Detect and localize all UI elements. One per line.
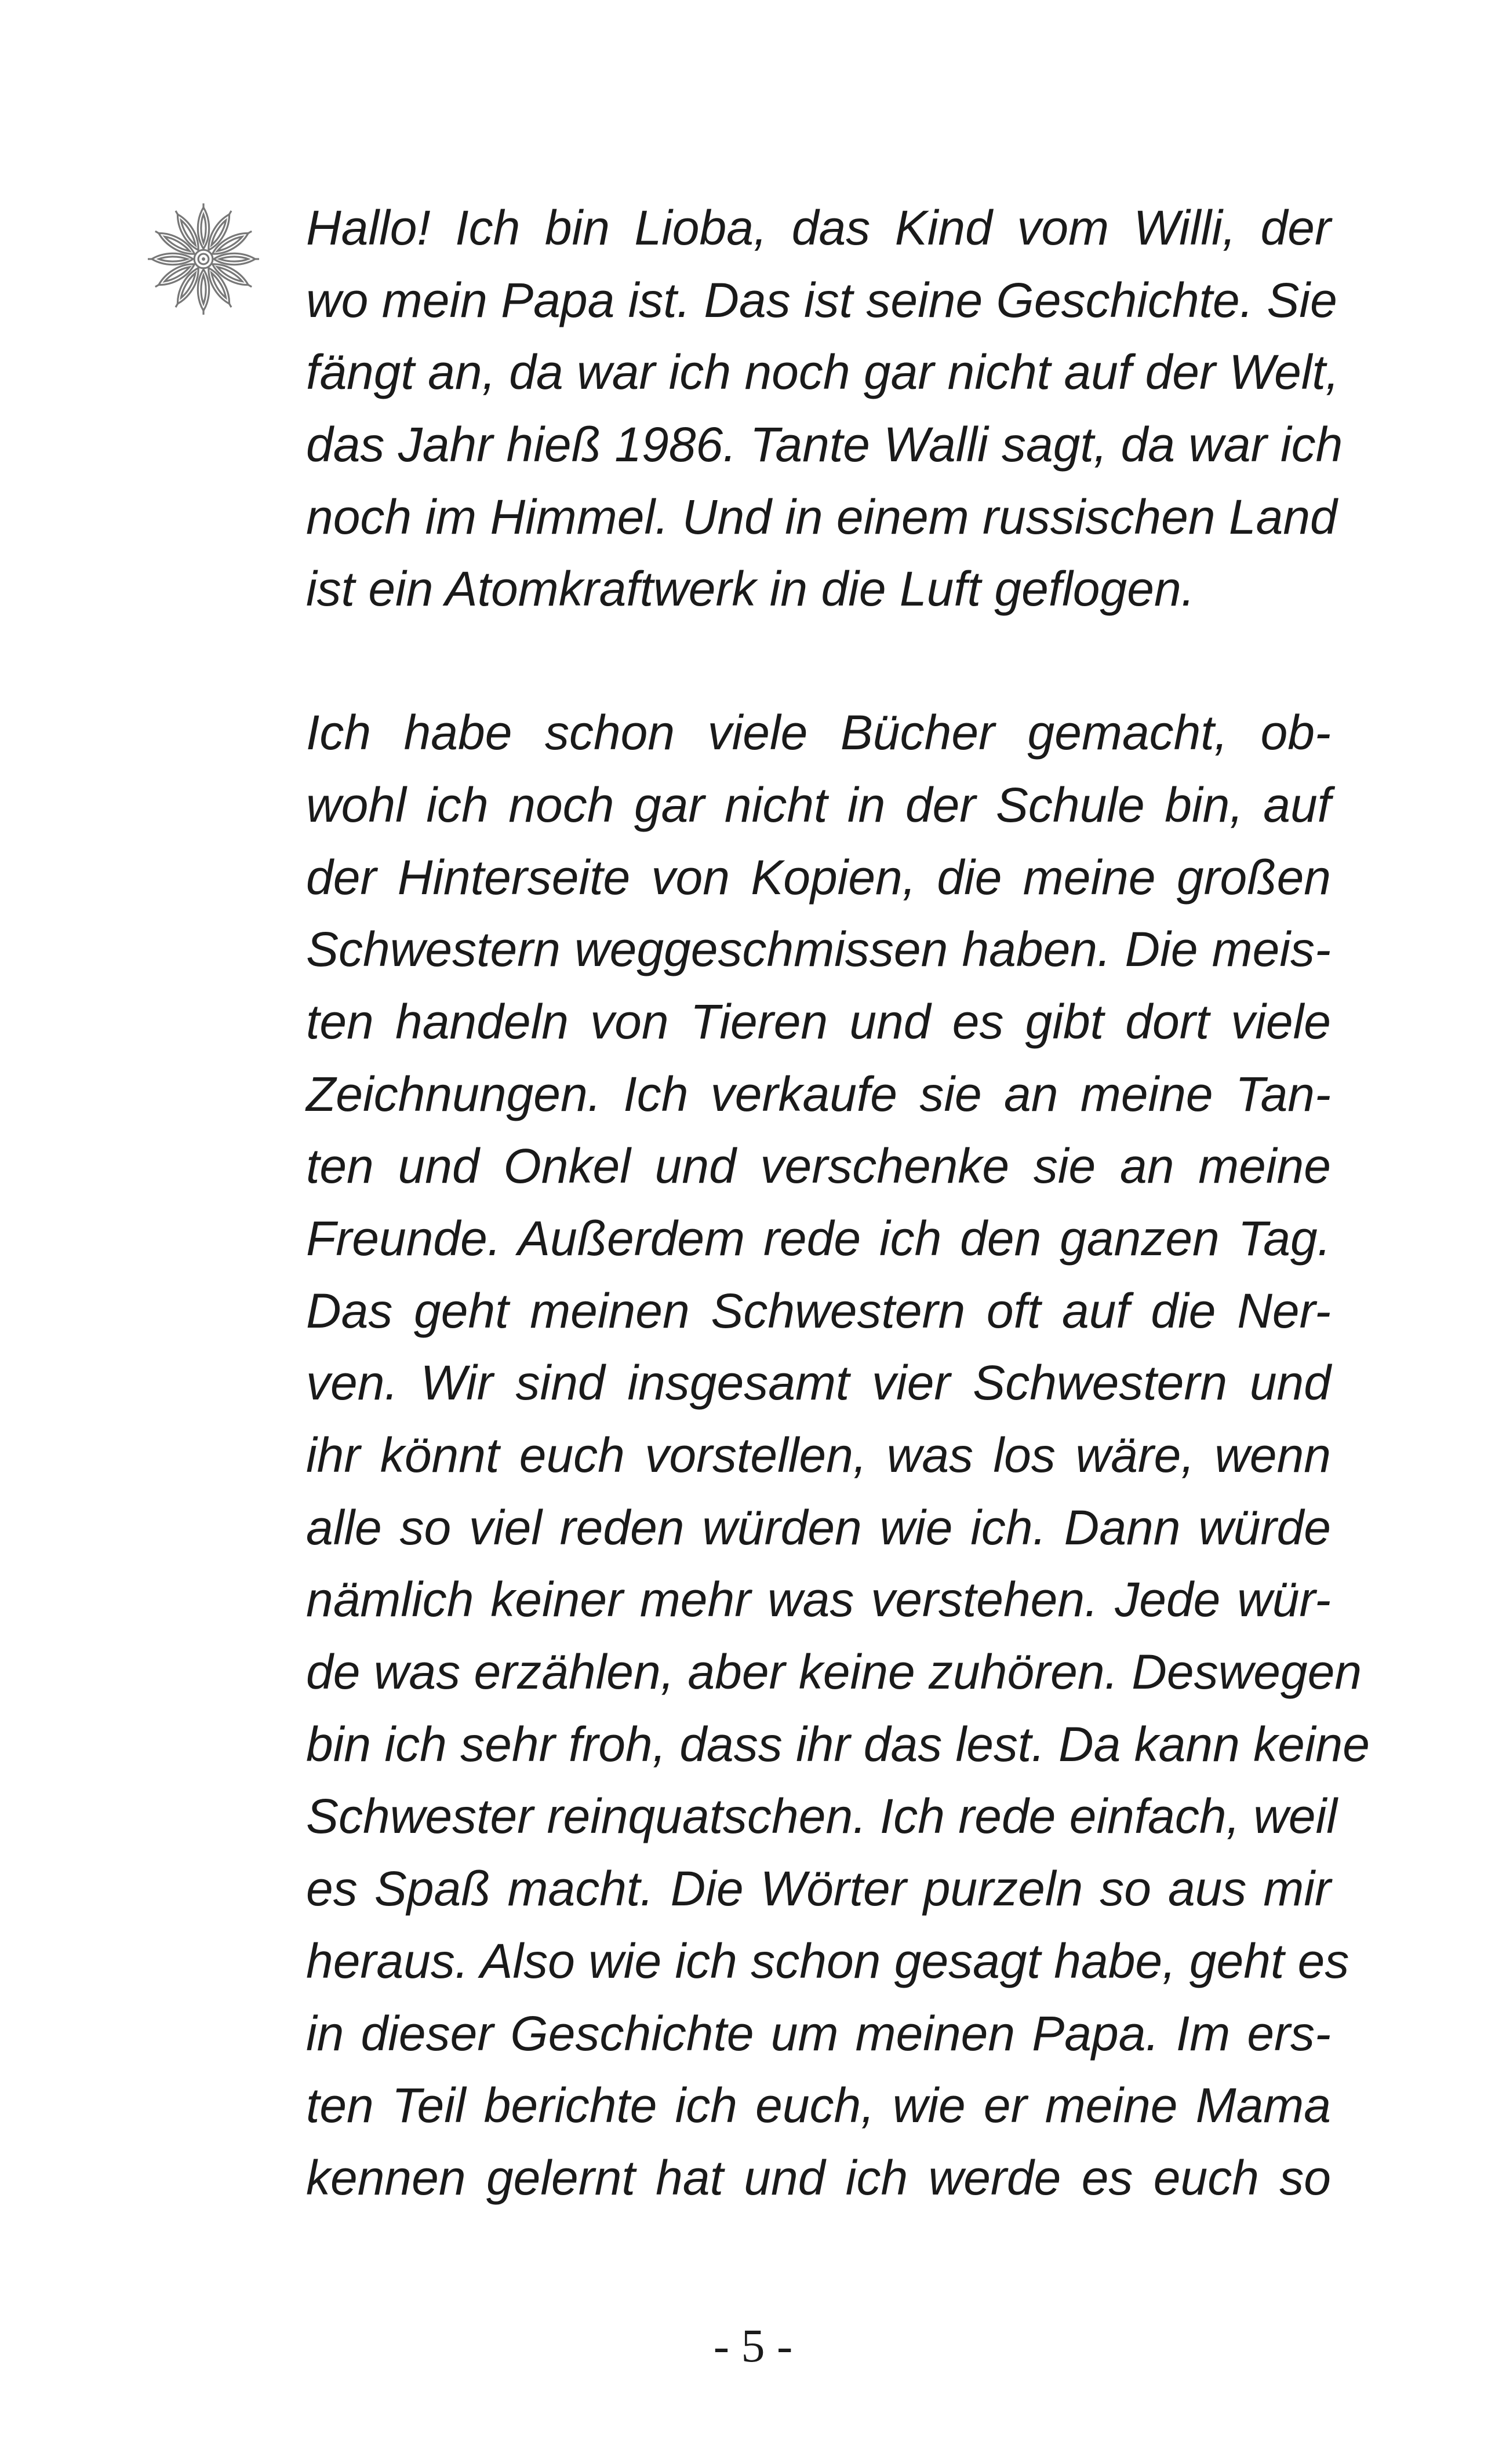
text-line: wohl ich noch gar nicht in der Schule bin, auf (306, 777, 1331, 832)
text-line: ist ein Atomkraftwerk in die Luft geflogen. (306, 562, 1195, 617)
text-line: es Spaß macht. Die Wörter purzeln so aus mir (306, 1861, 1331, 1916)
text-line: Ich habe schon viele Bücher gemacht, ob- (306, 705, 1331, 760)
paragraph (306, 192, 1343, 625)
flower-ornament-icon (146, 202, 261, 316)
text-line: in dieser Geschichte um meinen Papa. Im ers- (306, 2006, 1331, 2061)
text-line: heraus. Also wie ich schon gesagt habe, geht es (306, 1933, 1349, 1988)
text-line: ten und Onkel und verschenke sie an meine (306, 1139, 1331, 1194)
text-line: Das geht meinen Schwestern oft auf die Ner- (306, 1283, 1331, 1338)
text-line: der Hinterseite von Kopien, die meine großen (306, 850, 1331, 905)
text-line: wo mein Papa ist. Das ist seine Geschichte. Sie (306, 272, 1337, 327)
page-number: - 5 - (713, 2319, 793, 2372)
text-line: noch im Himmel. Und in einem russischen Land (306, 489, 1337, 544)
body-text (306, 192, 1370, 2214)
text-line: kennen gelernt hat und ich werde es euch so (306, 2150, 1331, 2205)
text-line: das Jahr hieß 1986. Tante Walli sagt, da war ich (306, 417, 1343, 472)
paragraph-spacer (306, 625, 1331, 697)
text-line: Hallo! Ich bin Lioba, das Kind vom Willi, der (306, 201, 1331, 255)
paragraph (306, 697, 1370, 2214)
text-line: ten Teil berichte ich euch, wie er meine Mama (306, 2078, 1331, 2133)
text-line: Schwestern weggeschmissen haben. Die meis- (306, 922, 1331, 977)
text-line: ten handeln von Tieren und es gibt dort viele (306, 994, 1331, 1049)
text-line: fängt an, da war ich noch gar nicht auf der Welt, (306, 345, 1340, 400)
text-line: bin ich sehr froh, dass ihr das lest. Da kann keine (306, 1716, 1370, 1772)
text-line: ven. Wir sind insgesamt vier Schwestern und (306, 1355, 1331, 1410)
text-line: alle so viel reden würden wie ich. Dann würde (306, 1500, 1331, 1555)
text-line: nämlich keiner mehr was verstehen. Jede wür- (306, 1572, 1331, 1627)
text-line: Freunde. Außerdem rede ich den ganzen Tag. (306, 1211, 1331, 1266)
text-line: de was erzählen, aber keine zuhören. Deswegen (306, 1645, 1362, 1700)
text-line: ihr könnt euch vorstellen, was los wäre, wenn (306, 1428, 1331, 1482)
text-line: Schwester reinquatschen. Ich rede einfach, weil (306, 1789, 1337, 1844)
text-line: Zeichnungen. Ich verkaufe sie an meine Tan- (306, 1066, 1331, 1121)
